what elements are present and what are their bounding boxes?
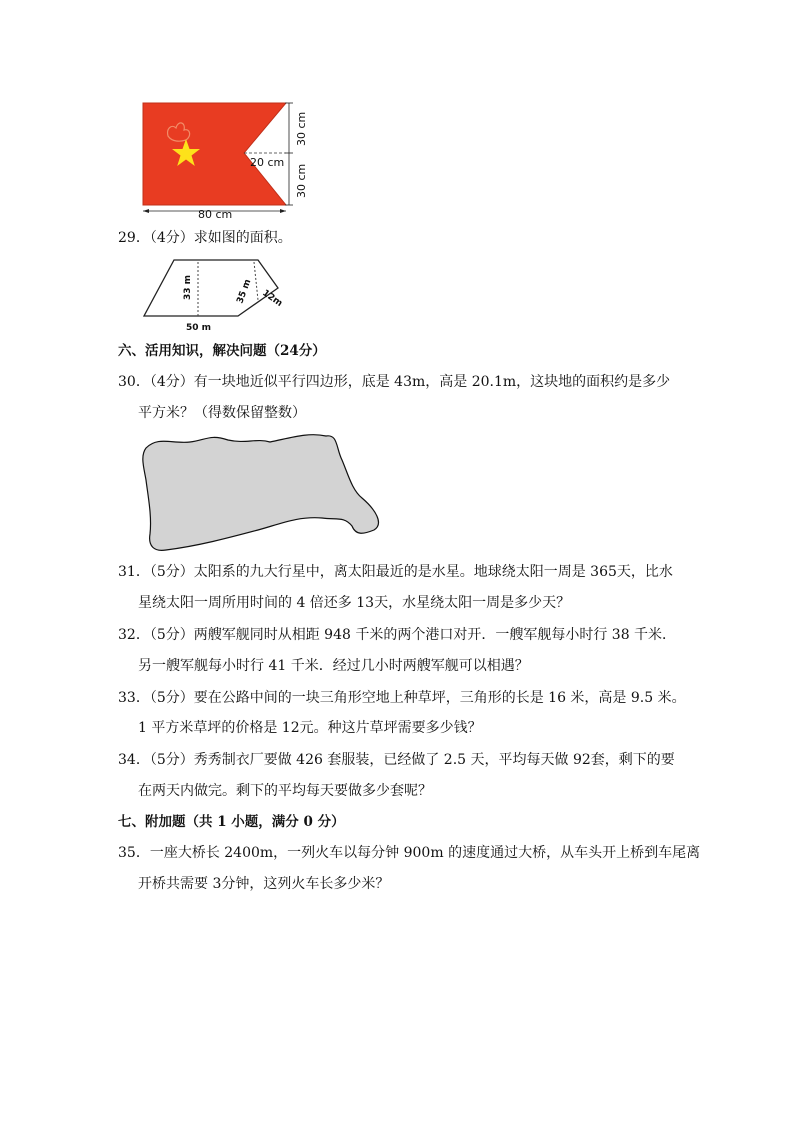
question-29: 29．（4分）求如图的面积。	[118, 230, 292, 246]
question-35-line-1: 35．一座大桥长 2400m，一列火车以每分钟 900m 的速度通过大桥，从车头开上桥到车尾离	[118, 845, 701, 861]
flag-label-bottom: 30 cm	[295, 163, 308, 198]
flag-label-width: 80 cm	[198, 208, 233, 220]
question-35-line-2: 开桥共需要 3分钟，这列火车长多少米？	[138, 876, 390, 892]
question-32-line-1: 32．（5分）两艘军舰同时从相距 948 千米的两个港口对开．一艘军舰每小时行 38 千米．	[118, 627, 677, 643]
question-34-line-2: 在两天内做完。剩下的平均每天要做多少套呢？	[138, 783, 432, 799]
land-shape	[143, 435, 379, 551]
question-31-line-2: 星绕太阳一周所用时间的 4 倍还多 13天，水星绕太阳一周是多少天？	[138, 595, 571, 611]
label-slant: 35 m	[235, 278, 254, 306]
label-side: 12m	[260, 288, 284, 310]
label-height: 33 m	[183, 274, 193, 300]
composite-shape	[144, 260, 278, 316]
question-34-line-1: 34．（5分）秀秀制衣厂要做 426 套服装，已经做了 2.5 天，平均每天做 92套，剩下的要	[118, 752, 675, 768]
label-base: 50 m	[186, 323, 212, 333]
flag-shape	[143, 103, 286, 205]
flag-label-notch: 20 cm	[250, 156, 285, 169]
question-32-line-2: 另一艘军舰每小时行 41 千米．经过几小时两艘军舰可以相遇？	[138, 658, 529, 674]
slant-dashed-line	[254, 262, 258, 300]
section-7-heading: 七、附加题（共 1 小题，满分 0 分）	[118, 814, 345, 830]
question-33-line-2: 1 平方米草坪的价格是 12元。种这片草坪需要多少钱？	[138, 720, 482, 736]
question-33-line-1: 33．（5分）要在公路中间的一块三角形空地上种草坪，三角形的长是 16 米，高是 9.5 米。	[118, 690, 686, 706]
question-30-line-2: 平方米？（得数保留整数）	[138, 405, 306, 421]
flag-figure	[138, 98, 328, 220]
question-31-line-1: 31．（5分）太阳系的九大行星中，离太阳最近的是水星。地球绕太阳一周是 365天，比水	[118, 564, 673, 580]
flag-label-top: 30 cm	[295, 111, 308, 146]
land-figure	[138, 430, 388, 555]
section-6-heading: 六、活用知识，解决问题（24分）	[118, 343, 326, 359]
question-30-line-1: 30．（4分）有一块地近似平行四边形，底是 43m，高是 20.1m，这块地的面积约是多少	[118, 374, 671, 390]
trapezoid-figure	[142, 252, 292, 334]
